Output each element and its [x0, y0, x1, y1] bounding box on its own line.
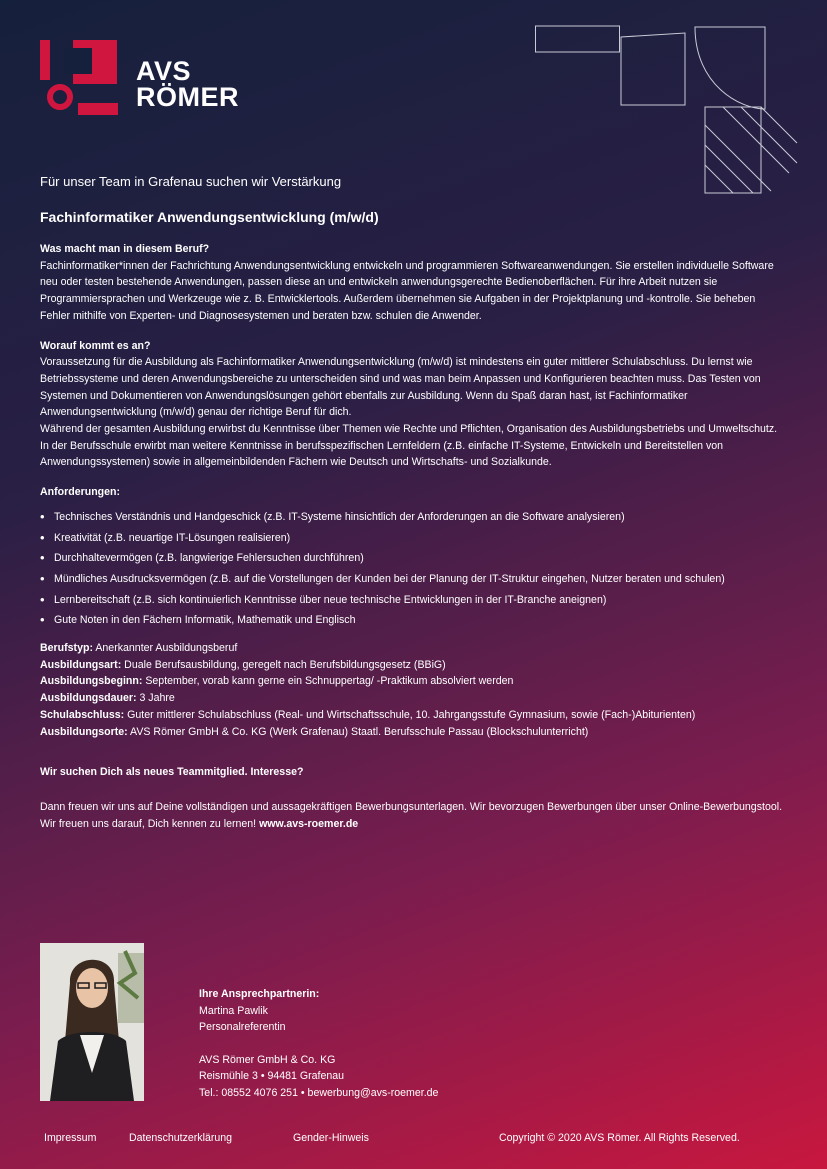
brand-line-2: RÖMER — [136, 82, 239, 112]
fact-value: AVS Römer GmbH & Co. KG (Werk Grafenau) Staatl. Berufsschule Passau (Blockschulunterricht) — [127, 725, 589, 738]
contact-name: Martina Pawlik — [199, 1004, 268, 1017]
contact-address: Reismühle 3 • 94481 Grafenau — [199, 1070, 345, 1083]
job-title: Fachinformatiker Anwendungsentwicklung (m/w/d) — [40, 209, 379, 225]
brand-name — [136, 58, 239, 110]
cta-text — [40, 799, 788, 832]
footer-copyright: Copyright © 2020 AVS Römer. All Rights Reserved. — [499, 1132, 740, 1144]
website-link[interactable]: www.avs-roemer.de — [259, 817, 359, 830]
fact-row — [40, 690, 788, 707]
fact-value: Guter mittlerer Schulabschluss (Real- und Wirtschaftsschule, 10. Jahrgangsstufe Gymnasium, sowie (Fach-)Abiturienten) — [124, 708, 696, 721]
cta-body: Dann freuen wir uns auf Deine vollständigen und aussagekräftigen Bewerbungsunterlagen. Wir bevorzugen Bewerbungen über unser Online-Bewerbungstool. Wir freuen uns darauf, Dich kennen zu lernen! — [40, 800, 783, 830]
fact-label: Ausbildungsdauer: — [40, 692, 137, 705]
fact-value: 3 Jahre — [136, 692, 175, 705]
section-heading: Was macht man in diesem Beruf? — [40, 243, 210, 255]
list-item: • Mündliches Ausdrucksvermögen (z.B. auf die Vorstellungen der Kunden bei der Planung der IT-Struktur eingehen, Nutzer beraten und schulen) — [40, 571, 788, 588]
list-item: • Kreativität (z.B. neuartige IT-Lösungen realisieren) — [40, 530, 788, 547]
decorative-outline-graphic — [535, 25, 800, 195]
fact-row — [40, 724, 788, 741]
fact-label: Ausbildungsbeginn: — [40, 675, 143, 688]
fact-row — [40, 673, 788, 690]
fact-label: Ausbildungsorte: — [40, 725, 128, 738]
fact-row — [40, 640, 788, 657]
contact-block — [199, 986, 438, 1102]
section-heading: Worauf kommt es an? — [40, 339, 151, 352]
fact-label: Berufstyp: — [40, 642, 93, 655]
contact-company: AVS Römer GmbH & Co. KG — [199, 1053, 336, 1066]
cta-heading: Wir suchen Dich als neues Teammitglied. Interesse? — [40, 766, 304, 779]
job-description — [40, 241, 788, 832]
facts-list — [40, 640, 788, 740]
list-item: • Technisches Verständnis und Handgeschick (z.B. IT-Systeme hinsichtlich der Anforderungen an die Software analysieren) — [40, 509, 788, 526]
contact-phone-email[interactable]: Tel.: 08552 4076 251 • bewerbung@avs-roemer.de — [199, 1086, 439, 1099]
footer-link-gender[interactable]: Gender-Hinweis — [293, 1132, 369, 1144]
requirements-heading: Anforderungen: — [40, 486, 121, 499]
contact-role: Personalreferentin — [199, 1021, 286, 1034]
fact-label: Schulabschluss: — [40, 708, 125, 721]
list-item: • Durchhaltevermögen (z.B. langwierige Fehlersuchen durchführen) — [40, 550, 788, 567]
section-text: Fachinformatiker*innen der Fachrichtung Anwendungsentwicklung entwickeln und programmieren Softwareanwendungen. Sie erstellen individuelle Software neu oder testen bestehende Anwendungen, passen diese an und entwickeln anwendungsgerechte Bedienoberflächen. Für ihre Arbeit nutzen sie Programmiersprachen und Werkzeuge wie z. B. Entwicklertools. Außerdem übernehmen sie Aufgaben in der Projektplanung und -kontrolle. Sie beheben Fehler mithilfe von Experten- und Diagnosesystemen und beraten bzw. schulen die Anwender. — [40, 259, 774, 322]
contact-photo — [40, 943, 144, 1101]
contact-heading: Ihre Ansprechpartnerin: — [199, 988, 320, 1000]
section-text: Voraussetzung für die Ausbildung als Fachinformatiker Anwendungsentwicklung (m/w/d) ist mindestens ein guter mittlerer Schulabschluss. Du lernst wie Betriebssysteme und deren Anwendungsbereiche zu unterscheiden sind und was man beim Anpassen und Konfigurieren beachten muss. Das Testen von Systemen und Dokumentieren von Anwendungslösungen gehört ebenfalls zur Ausbildung. Wenn du Spaß daran hast, ist Fachinformatiker Anwendungsentwicklung (m/w/d) genau der richtige Beruf für dich. — [40, 356, 761, 419]
section-text: In der Berufsschule erwirbt man weitere Kenntnisse in berufsspezifischen Lernfeldern (z.B. einfache IT-Systeme, Entwickeln und Bereitstellen von Anwendungssystemen) sowie in allgemeinbildenden Fächern wie Deutsch und Wirtschafts- und Sozialkunde. — [40, 439, 724, 469]
section-text: Während der gesamten Ausbildung erwirbst du Kenntnisse über Themen wie Rechte und Pflichten, Organisation des Ausbildungsbetriebs und Umweltschutz. — [40, 423, 778, 436]
requirements-list — [40, 509, 788, 629]
avs-roemer-logo-icon — [40, 40, 118, 118]
list-item: • Gute Noten in den Fächern Informatik, Mathematik und Englisch — [40, 612, 788, 629]
fact-row — [40, 707, 788, 724]
brand-line-1: AVS — [136, 56, 192, 86]
fact-row — [40, 657, 788, 674]
fact-value: Duale Berufsausbildung, geregelt nach Berufsbildungsgesetz (BBiG) — [121, 658, 446, 671]
fact-label: Ausbildungsart: — [40, 658, 122, 671]
fact-value: Anerkannter Ausbildungsberuf — [92, 642, 238, 655]
fact-value: September, vorab kann gerne ein Schnuppertag/ -Praktikum absolviert werden — [142, 675, 514, 688]
intro-text: Für unser Team in Grafenau suchen wir Verstärkung — [40, 174, 342, 189]
footer-link-impressum[interactable]: Impressum — [44, 1132, 97, 1144]
list-item: • Lernbereitschaft (z.B. sich kontinuierlich Kenntnisse über neue technische Entwicklungen in der IT-Branche aneignen) — [40, 592, 788, 609]
footer-link-datenschutz[interactable]: Datenschutzerklärung — [129, 1132, 233, 1144]
